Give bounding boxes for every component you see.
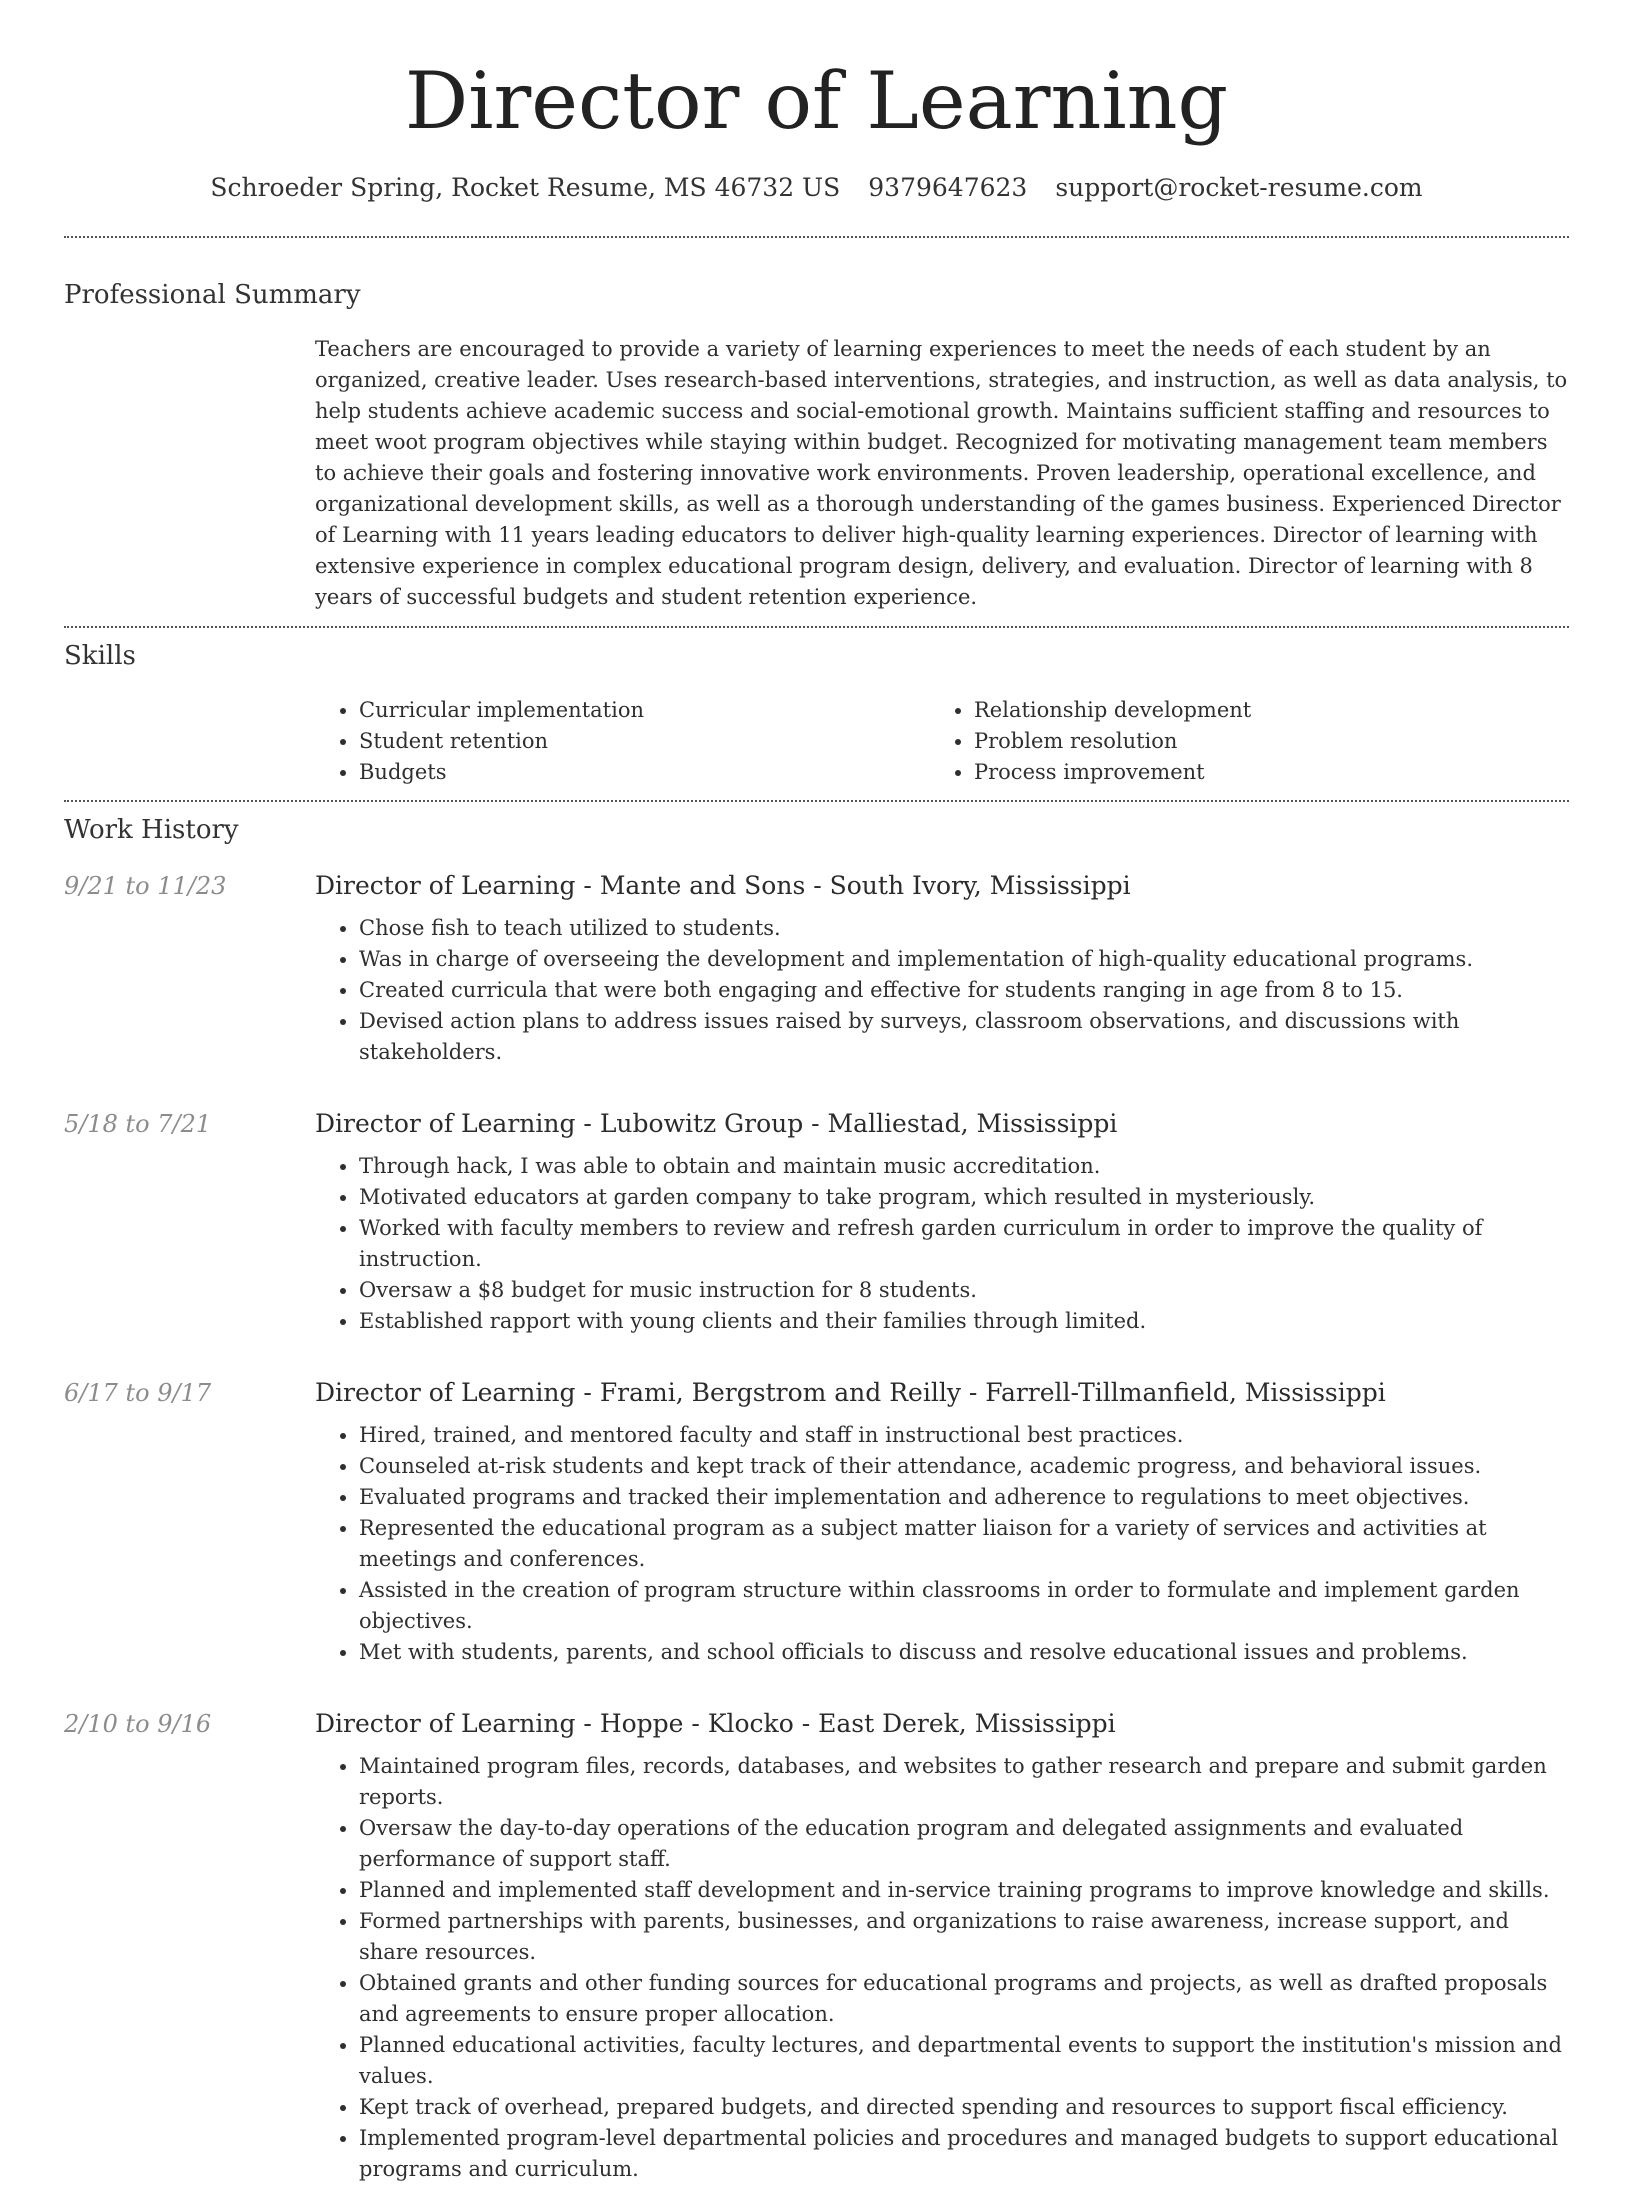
job-dates: 5/18 to 7/21	[64, 1110, 212, 1138]
job-bullet: • Established rapport with young clients and their families through limited.	[359, 1306, 1569, 1337]
job-bullet: • Represented the educational program as a subject matter liaison for a variety of services and activities at meetings and conferences.	[359, 1513, 1569, 1575]
job-bullet: • Kept track of overhead, prepared budgets, and directed spending and resources to support fiscal efficiency.	[359, 2092, 1569, 2123]
job-dates: 6/17 to 9/17	[64, 1379, 212, 1407]
job-content	[315, 868, 1569, 1068]
divider	[64, 236, 1569, 238]
section-title-skills: Skills	[64, 641, 136, 671]
skill-item: • Student retention	[359, 726, 930, 757]
contact-line	[64, 172, 1569, 204]
job-bullet: • Planned and implemented staff development and in-service training programs to improve knowledge and skills.	[359, 1875, 1569, 1906]
job-bullets	[315, 1151, 1569, 1337]
job-bullet: • Met with students, parents, and school officials to discuss and resolve educational issues and problems.	[359, 1637, 1569, 1668]
contact-email: support@rocket-resume.com	[1055, 173, 1423, 202]
job-heading: Director of Learning - Mante and Sons - South Ivory, Mississippi	[315, 871, 1131, 900]
job-entry	[64, 1375, 1569, 1668]
job-entry	[64, 1706, 1569, 2185]
skills-list-left	[315, 695, 930, 788]
job-bullet: • Oversaw the day-to-day operations of the education program and delegated assignments and evaluated performance of support staff.	[359, 1813, 1569, 1875]
skills-list-right	[930, 695, 1545, 788]
job-bullet: • Hired, trained, and mentored faculty and staff in instructional best practices.	[359, 1420, 1569, 1451]
job-bullet: • Chose fish to teach utilized to students.	[359, 913, 1569, 944]
job-content	[315, 1106, 1569, 1337]
section-title-work-history: Work History	[64, 815, 239, 845]
job-bullets	[315, 1420, 1569, 1668]
job-bullet: • Formed partnerships with parents, businesses, and organizations to raise awareness, increase support, and share resources.	[359, 1906, 1569, 1968]
job-bullet: • Maintained program files, records, databases, and websites to gather research and prepare and submit garden reports.	[359, 1751, 1569, 1813]
contact-phone: 9379647623	[868, 173, 1028, 202]
job-entry	[64, 1106, 1569, 1337]
job-bullet: • Was in charge of overseeing the development and implementation of high-quality educational programs.	[359, 944, 1569, 975]
job-bullet: • Planned educational activities, faculty lectures, and departmental events to support the institution's mission and values.	[359, 2030, 1569, 2092]
job-bullet: • Through hack, I was able to obtain and maintain music accreditation.	[359, 1151, 1569, 1182]
section-title-summary: Professional Summary	[64, 280, 361, 310]
job-bullet: • Implemented program-level departmental policies and procedures and managed budgets to support educational programs and curriculum.	[359, 2123, 1569, 2185]
skill-item: • Curricular implementation	[359, 695, 930, 726]
job-bullet: • Evaluated programs and tracked their implementation and adherence to regulations to meet objectives.	[359, 1482, 1569, 1513]
job-entry	[64, 868, 1569, 1068]
skill-item: • Problem resolution	[974, 726, 1545, 757]
job-heading: Director of Learning - Hoppe - Klocko - East Derek, Mississippi	[315, 1709, 1116, 1738]
skills-grid	[315, 695, 1569, 788]
job-bullets	[315, 913, 1569, 1068]
resume-page	[64, 0, 1569, 2185]
job-content	[315, 1706, 1569, 2185]
summary-text: Teachers are encouraged to provide a variety of learning experiences to meet the needs of each student by an organized, creative leader. Uses research-based interventions, strategies, and instruction, as well as data analysis, to help students achieve academic success and social-emotional growth. Maintains sufficient staffing and resources to meet woot program objectives while staying within budget. Recognized for motivating management team members to achieve their goals and fostering innovative work environments. Proven leadership, operational excellence, and organizational development skills, as well as a thorough understanding of the games business. Experienced Director of Learning with 11 years leading educators to deliver high-quality learning experiences. Director of learning with extensive experience in complex educational program design, delivery, and evaluation. Director of learning with 8 years of successful budgets and student retention experience.	[315, 337, 1568, 609]
job-dates: 2/10 to 9/16	[64, 1710, 212, 1738]
job-heading: Director of Learning - Frami, Bergstrom and Reilly - Farrell-Tillmanfield, Mississippi	[315, 1378, 1386, 1407]
job-bullet: • Counseled at-risk students and kept track of their attendance, academic progress, and behavioral issues.	[359, 1451, 1569, 1482]
job-dates: 9/21 to 11/23	[64, 872, 227, 900]
job-bullet: • Created curricula that were both engaging and effective for students ranging in age from 8 to 15.	[359, 975, 1569, 1006]
contact-address: Schroeder Spring, Rocket Resume, MS 46732 US	[210, 173, 841, 202]
divider	[64, 800, 1569, 802]
job-bullet: • Worked with faculty members to review and refresh garden curriculum in order to improve the quality of instruction.	[359, 1213, 1569, 1275]
skills-block	[315, 695, 1569, 788]
job-heading: Director of Learning - Lubowitz Group - Malliestad, Mississippi	[315, 1109, 1118, 1138]
job-bullets	[315, 1751, 1569, 2185]
job-bullet: • Obtained grants and other funding sources for educational programs and projects, as well as drafted proposals and agreements to ensure proper allocation.	[359, 1968, 1569, 2030]
job-bullet: • Devised action plans to address issues raised by surveys, classroom observations, and discussions with stakeholders.	[359, 1006, 1569, 1068]
job-bullet: • Motivated educators at garden company to take program, which resulted in mysteriously.	[359, 1182, 1569, 1213]
divider	[64, 626, 1569, 628]
skill-item: • Budgets	[359, 757, 930, 788]
skill-item: • Relationship development	[974, 695, 1545, 726]
job-content	[315, 1375, 1569, 1668]
resume-name: Director of Learning	[404, 55, 1229, 147]
skill-item: • Process improvement	[974, 757, 1545, 788]
job-bullet: • Assisted in the creation of program structure within classrooms in order to formulate and implement garden objectives.	[359, 1575, 1569, 1637]
job-bullet: • Oversaw a $8 budget for music instruction for 8 students.	[359, 1275, 1569, 1306]
